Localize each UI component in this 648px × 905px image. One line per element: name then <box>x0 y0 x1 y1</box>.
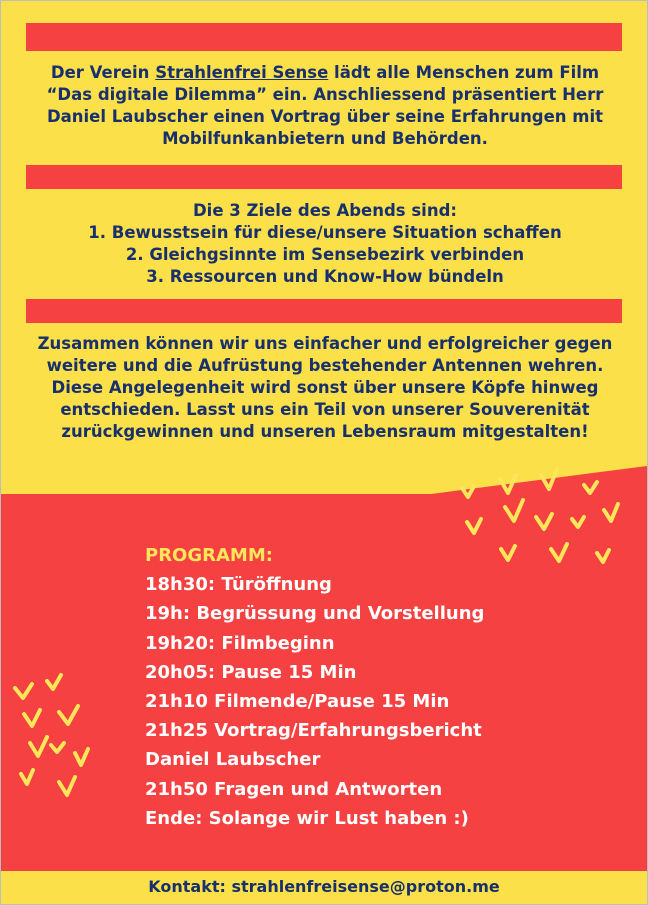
program-item: 21h25 Vortrag/Erfahrungsbericht <box>145 720 482 742</box>
check-mark-icon <box>462 486 474 497</box>
check-mark-icon <box>500 475 516 493</box>
check-mark-icon <box>584 482 597 493</box>
check-mark-icon <box>604 504 618 521</box>
check-mark-icon <box>59 706 78 724</box>
org-link[interactable]: Strahlenfrei Sense <box>155 63 329 82</box>
intro-line-2: “Das digitale Dilemma” ein. Anschliessend präsentiert Herr <box>46 85 604 104</box>
intro-line-3: Daniel Laubscher einen Vortrag über seine Erfahrungen mit <box>46 107 604 126</box>
check-mark-icon <box>51 743 64 752</box>
goal-item: 1. Bewusstsein für diese/unsere Situation schaffen <box>88 223 562 242</box>
program-item: 19h: Begrüssung und Vorstellung <box>145 603 485 625</box>
check-mark-icon <box>597 550 609 562</box>
goals-heading: Die 3 Ziele des Abends sind: <box>192 201 457 220</box>
check-mark-icon <box>541 469 557 489</box>
intro-prefix: Der Verein <box>50 63 156 82</box>
appeal-line: weitere und die Aufrüstung bestehender Antennen wehren. <box>46 356 604 375</box>
intro-line-4: Mobilfunkanbietern und Behörden. <box>162 129 488 148</box>
program-item: 18h30: Türöffnung <box>145 574 332 596</box>
check-mark-icon <box>21 770 33 784</box>
check-mark-icon <box>47 675 61 689</box>
program-list <box>145 541 484 833</box>
program-item: Daniel Laubscher <box>145 749 321 771</box>
check-mark-icon <box>536 514 552 529</box>
check-mark-icon <box>59 777 75 795</box>
check-mark-icon <box>24 710 40 726</box>
program-item: 21h50 Fragen und Antworten <box>145 778 443 800</box>
check-mark-icon <box>15 684 32 698</box>
appeal-line: zurückgewinnen und unseren Lebensraum mitgestalten! <box>61 422 589 441</box>
contact-line[interactable]: Kontakt: strahlenfreisense@proton.me <box>148 877 500 896</box>
program-item: 21h10 Filmende/Pause 15 Min <box>145 691 450 713</box>
goal-item: 2. Gleichgsinnte im Sensebezirk verbinden <box>125 245 525 264</box>
check-mark-icon <box>501 546 515 560</box>
check-mark-icon <box>467 519 481 533</box>
check-mark-icon <box>572 517 584 527</box>
check-mark-icon <box>551 544 567 561</box>
check-mark-icon <box>505 500 523 521</box>
check-mark-icon <box>30 737 47 756</box>
appeal-line: entschieden. Lasst uns ein Teil von unserer Souverenität <box>60 400 590 419</box>
appeal-line: Diese Angelegenheit wird sonst über unsere Köpfe hinweg <box>51 378 599 397</box>
goal-item: 3. Ressourcen und Know-How bündeln <box>146 267 504 286</box>
program-item: 20h05: Pause 15 Min <box>145 661 357 683</box>
check-mark-icon <box>75 749 88 765</box>
appeal-line: Zusammen können wir uns einfacher und erfolgreicher gegen <box>37 334 613 353</box>
intro-line1-rest: lädt alle Menschen zum Film <box>328 63 600 82</box>
program-item: Ende: Solange wir Lust haben :) <box>145 807 469 829</box>
program-item: 19h20: Filmbeginn <box>145 632 335 654</box>
program-heading: PROGRAMM: <box>145 545 273 566</box>
